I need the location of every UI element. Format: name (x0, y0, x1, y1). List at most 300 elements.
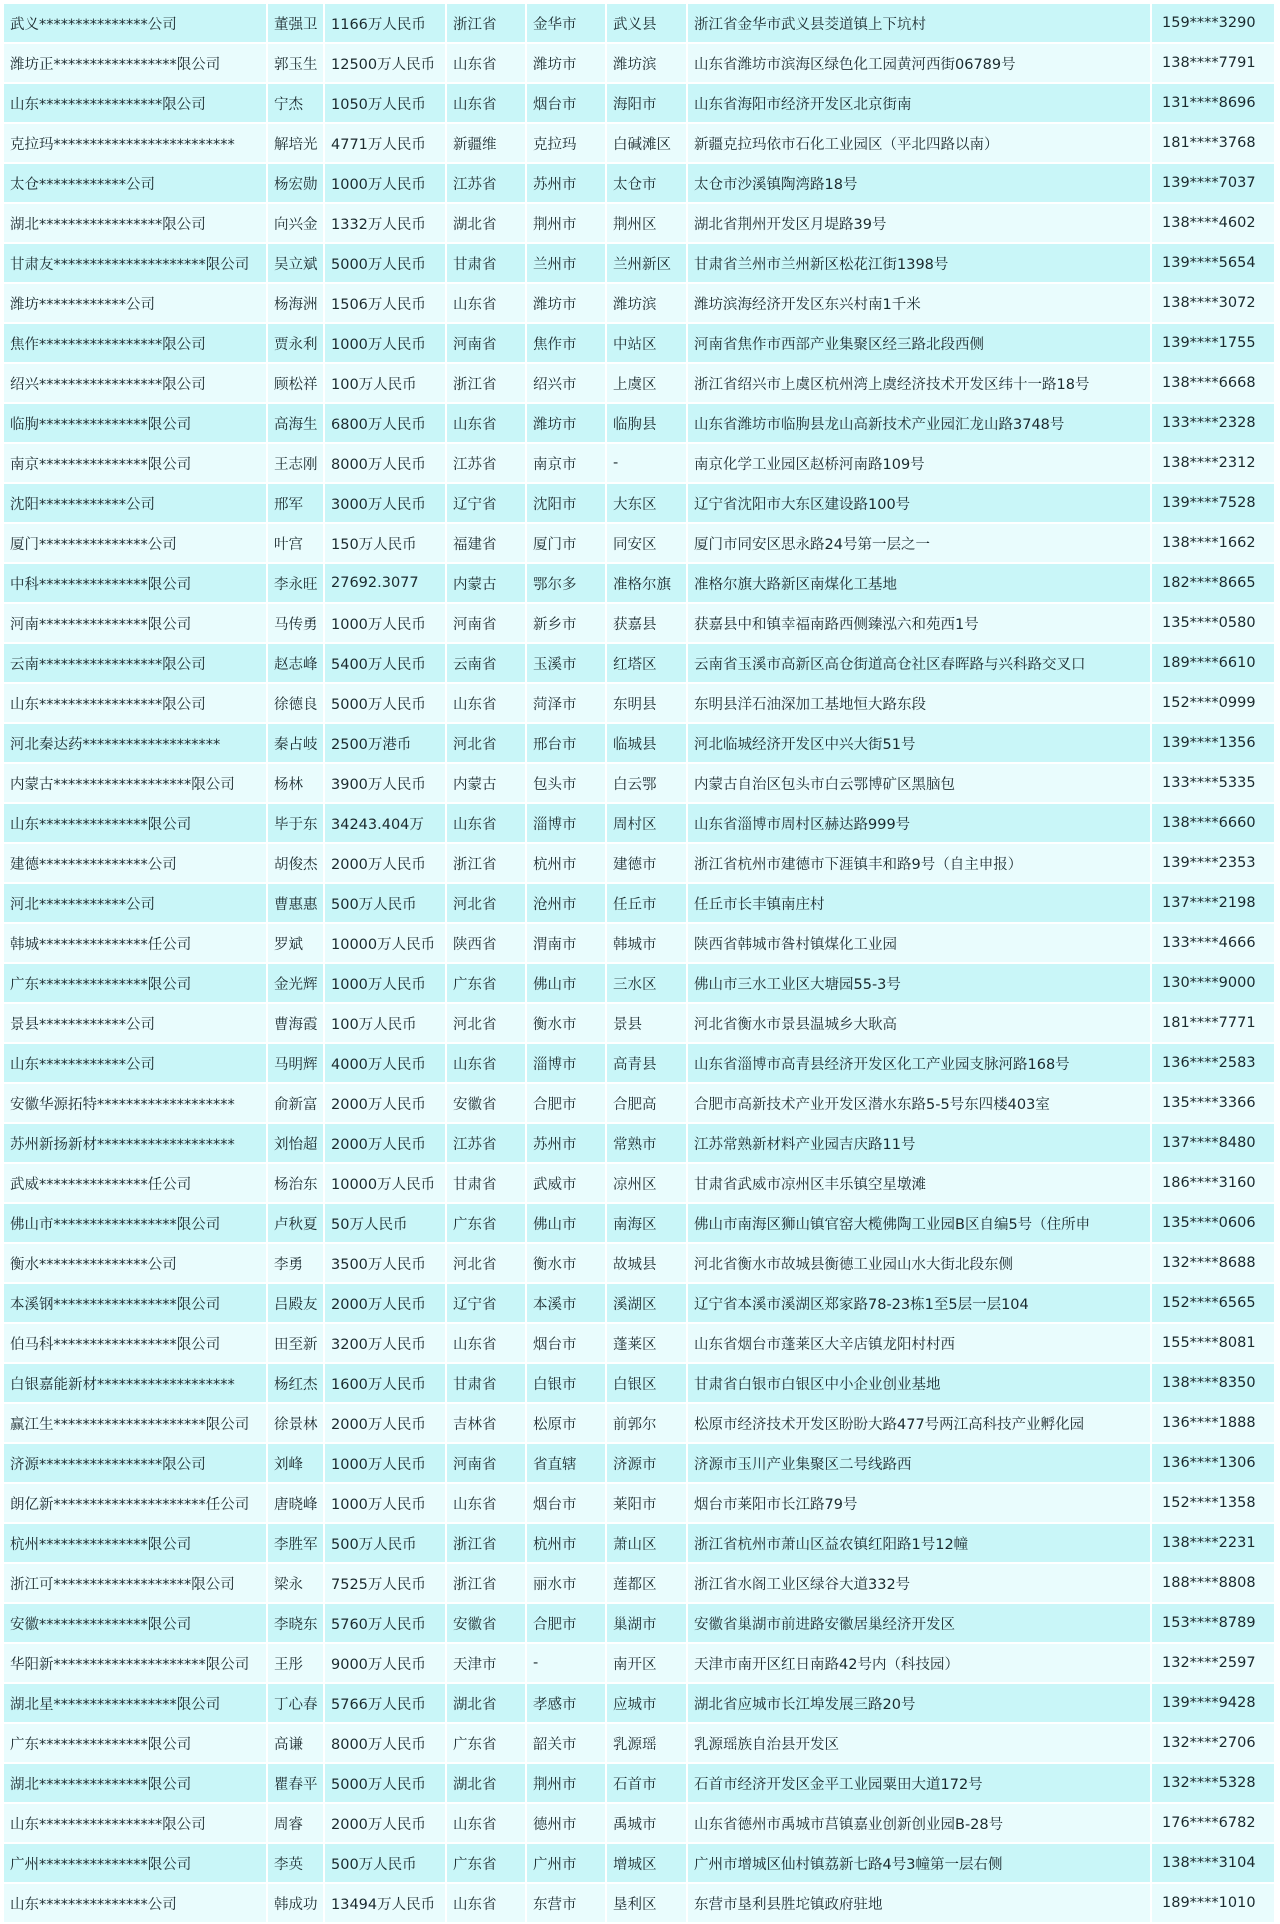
district-cell: 乳源瑶 (607, 1724, 688, 1764)
phone-cell: 138****6668 (1152, 364, 1276, 404)
province-cell: 浙江省 (447, 364, 527, 404)
province-cell: 吉林省 (447, 1404, 527, 1444)
address-cell: 河南省焦作市西部产业集聚区经三路北段西侧 (688, 324, 1152, 364)
city-cell: 苏州市 (527, 164, 607, 204)
company-name-cell: 广州***************限公司 (4, 1844, 268, 1884)
city-cell: 潍坊市 (527, 44, 607, 84)
phone-cell: 139****5654 (1152, 244, 1276, 284)
phone-cell: 152****0999 (1152, 684, 1276, 724)
province-cell: 安徽省 (447, 1604, 527, 1644)
address-cell: 河北省衡水市景县温城乡大耿高 (688, 1004, 1152, 1044)
address-cell: 准格尔旗大路新区南煤化工基地 (688, 564, 1152, 604)
province-cell: 浙江省 (447, 4, 527, 44)
district-cell: 白碱滩区 (607, 124, 688, 164)
city-cell: 渭南市 (527, 924, 607, 964)
legal-rep-cell: 杨红杰 (268, 1364, 325, 1404)
registered-capital-cell: 5000万人民币 (325, 244, 447, 284)
province-cell: 河北省 (447, 1004, 527, 1044)
company-name-cell: 云南*****************限公司 (4, 644, 268, 684)
legal-rep-cell: 杨林 (268, 764, 325, 804)
company-name-cell: 河南***************限公司 (4, 604, 268, 644)
company-name-cell: 佛山市*****************限公司 (4, 1204, 268, 1244)
legal-rep-cell: 杨治东 (268, 1164, 325, 1204)
table-row (4, 1484, 1276, 1524)
city-cell: 克拉玛 (527, 124, 607, 164)
phone-cell: 153****8789 (1152, 1604, 1276, 1644)
district-cell: 合肥高 (607, 1084, 688, 1124)
table-row (4, 1684, 1276, 1724)
legal-rep-cell: 李勇 (268, 1244, 325, 1284)
address-cell: 天津市南开区红日南路42号内（科技园） (688, 1644, 1152, 1684)
table-row (4, 1764, 1276, 1804)
city-cell: 荆州市 (527, 204, 607, 244)
company-name-cell: 湖北星*****************限公司 (4, 1684, 268, 1724)
phone-cell: 132****5328 (1152, 1764, 1276, 1804)
address-cell: 获嘉县中和镇幸福南路西侧臻泓六和苑西1号 (688, 604, 1152, 644)
district-cell: 潍坊滨 (607, 284, 688, 324)
company-name-cell: 伯马科*****************限公司 (4, 1324, 268, 1364)
address-cell: 山东省潍坊市滨海区绿色化工园黄河西街06789号 (688, 44, 1152, 84)
phone-cell: 139****1356 (1152, 724, 1276, 764)
phone-cell: 139****2353 (1152, 844, 1276, 884)
table-row (4, 1124, 1276, 1164)
phone-cell: 138****3072 (1152, 284, 1276, 324)
table-row (4, 884, 1276, 924)
phone-cell: 138****1662 (1152, 524, 1276, 564)
table-row (4, 1884, 1276, 1924)
district-cell: 垦利区 (607, 1884, 688, 1924)
address-cell: 山东省潍坊市临朐县龙山高新技术产业园汇龙山路3748号 (688, 404, 1152, 444)
company-name-cell: 潍坊正*****************限公司 (4, 44, 268, 84)
table-row (4, 1324, 1276, 1364)
phone-cell: 152****1358 (1152, 1484, 1276, 1524)
registered-capital-cell: 2000万人民币 (325, 1404, 447, 1444)
city-cell: 杭州市 (527, 844, 607, 884)
table-row (4, 124, 1276, 164)
phone-cell: 138****2231 (1152, 1524, 1276, 1564)
address-cell: 浙江省杭州市建德市下涯镇丰和路9号（自主申报） (688, 844, 1152, 884)
registered-capital-cell: 1166万人民币 (325, 4, 447, 44)
company-name-cell: 湖北***************限公司 (4, 1764, 268, 1804)
phone-cell: 159****3290 (1152, 4, 1276, 44)
city-cell: 烟台市 (527, 84, 607, 124)
district-cell: 南开区 (607, 1644, 688, 1684)
city-cell: 新乡市 (527, 604, 607, 644)
company-name-cell: 山东************公司 (4, 1044, 268, 1084)
city-cell: 荆州市 (527, 1764, 607, 1804)
table-row (4, 684, 1276, 724)
district-cell: 大东区 (607, 484, 688, 524)
company-name-cell: 绍兴*****************限公司 (4, 364, 268, 404)
district-cell: 白银区 (607, 1364, 688, 1404)
company-name-cell: 朗亿新*********************任公司 (4, 1484, 268, 1524)
registered-capital-cell: 10000万人民币 (325, 924, 447, 964)
phone-cell: 135****0580 (1152, 604, 1276, 644)
city-cell: 白银市 (527, 1364, 607, 1404)
company-name-cell: 韩城***************任公司 (4, 924, 268, 964)
legal-rep-cell: 赵志峰 (268, 644, 325, 684)
phone-cell: 181****3768 (1152, 124, 1276, 164)
phone-cell: 132****2706 (1152, 1724, 1276, 1764)
company-name-cell: 山东*****************限公司 (4, 684, 268, 724)
city-cell: 沈阳市 (527, 484, 607, 524)
phone-cell: 152****6565 (1152, 1284, 1276, 1324)
registered-capital-cell: 500万人民币 (325, 1524, 447, 1564)
address-cell: 浙江省杭州市萧山区益农镇红阳路1号12幢 (688, 1524, 1152, 1564)
province-cell: 河南省 (447, 1444, 527, 1484)
registered-capital-cell: 3500万人民币 (325, 1244, 447, 1284)
province-cell: 河南省 (447, 604, 527, 644)
registered-capital-cell: 1332万人民币 (325, 204, 447, 244)
company-name-cell: 济源*****************限公司 (4, 1444, 268, 1484)
registered-capital-cell: 1050万人民币 (325, 84, 447, 124)
province-cell: 广东省 (447, 964, 527, 1004)
address-cell: 浙江省绍兴市上虞区杭州湾上虞经济技术开发区纬十一路18号 (688, 364, 1152, 404)
province-cell: 河北省 (447, 1244, 527, 1284)
city-cell: 丽水市 (527, 1564, 607, 1604)
registered-capital-cell: 8000万人民币 (325, 1724, 447, 1764)
registered-capital-cell: 1000万人民币 (325, 964, 447, 1004)
address-cell: 石首市经济开发区金平工业园粟田大道172号 (688, 1764, 1152, 1804)
address-cell: 东营市垦利县胜坨镇政府驻地 (688, 1884, 1152, 1924)
table-row (4, 1804, 1276, 1844)
address-cell: 内蒙古自治区包头市白云鄂博矿区黑脑包 (688, 764, 1152, 804)
legal-rep-cell: 李英 (268, 1844, 325, 1884)
legal-rep-cell: 毕于东 (268, 804, 325, 844)
table-row (4, 4, 1276, 44)
city-cell: 淄博市 (527, 804, 607, 844)
city-cell: 鄂尔多 (527, 564, 607, 604)
city-cell: 南京市 (527, 444, 607, 484)
district-cell: 红塔区 (607, 644, 688, 684)
city-cell: 衡水市 (527, 1244, 607, 1284)
district-cell: 潍坊滨 (607, 44, 688, 84)
legal-rep-cell: 邢军 (268, 484, 325, 524)
company-name-cell: 赢江生*********************限公司 (4, 1404, 268, 1444)
address-cell: 江苏常熟新材料产业园吉庆路11号 (688, 1124, 1152, 1164)
registered-capital-cell: 5766万人民币 (325, 1684, 447, 1724)
table-row (4, 84, 1276, 124)
registered-capital-cell: 1600万人民币 (325, 1364, 447, 1404)
district-cell: 故城县 (607, 1244, 688, 1284)
city-cell: 杭州市 (527, 1524, 607, 1564)
address-cell: 佛山市南海区狮山镇官窑大榄佛陶工业园B区自编5号（住所申 (688, 1204, 1152, 1244)
province-cell: 河北省 (447, 884, 527, 924)
company-name-cell: 沈阳************公司 (4, 484, 268, 524)
table-row (4, 484, 1276, 524)
district-cell: 任丘市 (607, 884, 688, 924)
city-cell: 佛山市 (527, 1204, 607, 1244)
phone-cell: 139****7037 (1152, 164, 1276, 204)
address-cell: 松原市经济技术开发区盼盼大路477号两江高科技产业孵化园 (688, 1404, 1152, 1444)
company-table (4, 4, 1276, 1924)
province-cell: 浙江省 (447, 844, 527, 884)
legal-rep-cell: 吕殿友 (268, 1284, 325, 1324)
phone-cell: 133****4666 (1152, 924, 1276, 964)
phone-cell: 133****5335 (1152, 764, 1276, 804)
phone-cell: 132****2597 (1152, 1644, 1276, 1684)
company-name-cell: 潍坊************公司 (4, 284, 268, 324)
city-cell: 佛山市 (527, 964, 607, 1004)
city-cell: - (527, 1644, 607, 1684)
phone-cell: 136****1306 (1152, 1444, 1276, 1484)
company-name-cell: 苏州新扬新材******************* (4, 1124, 268, 1164)
company-name-cell: 河北秦达药******************* (4, 724, 268, 764)
district-cell: 上虞区 (607, 364, 688, 404)
registered-capital-cell: 4771万人民币 (325, 124, 447, 164)
address-cell: 山东省淄博市高青县经济开发区化工产业园支脉河路168号 (688, 1044, 1152, 1084)
phone-cell: 155****8081 (1152, 1324, 1276, 1364)
province-cell: 新疆维 (447, 124, 527, 164)
district-cell: 白云鄂 (607, 764, 688, 804)
district-cell: 增城区 (607, 1844, 688, 1884)
legal-rep-cell: 丁心春 (268, 1684, 325, 1724)
address-cell: 河北省衡水市故城县衡德工业园山水大街北段东侧 (688, 1244, 1152, 1284)
province-cell: 山东省 (447, 1484, 527, 1524)
district-cell: 高青县 (607, 1044, 688, 1084)
company-name-cell: 白银嘉能新材******************* (4, 1364, 268, 1404)
city-cell: 焦作市 (527, 324, 607, 364)
legal-rep-cell: 李胜军 (268, 1524, 325, 1564)
address-cell: 浙江省水阁工业区绿谷大道332号 (688, 1564, 1152, 1604)
registered-capital-cell: 2000万人民币 (325, 1124, 447, 1164)
registered-capital-cell: 1506万人民币 (325, 284, 447, 324)
phone-cell: 189****1010 (1152, 1884, 1276, 1924)
phone-cell: 176****6782 (1152, 1804, 1276, 1844)
address-cell: 新疆克拉玛依市石化工业园区（平北四路以南） (688, 124, 1152, 164)
table-row (4, 1364, 1276, 1404)
table-row (4, 604, 1276, 644)
district-cell: 海阳市 (607, 84, 688, 124)
legal-rep-cell: 杨宏勋 (268, 164, 325, 204)
phone-cell: 138****6660 (1152, 804, 1276, 844)
district-cell: 建德市 (607, 844, 688, 884)
table-row (4, 324, 1276, 364)
registered-capital-cell: 1000万人民币 (325, 1444, 447, 1484)
table-row (4, 44, 1276, 84)
company-name-cell: 广东***************限公司 (4, 964, 268, 1004)
province-cell: 安徽省 (447, 1084, 527, 1124)
address-cell: 山东省德州市禹城市莒镇嘉业创新创业园B-28号 (688, 1804, 1152, 1844)
table-row (4, 644, 1276, 684)
district-cell: 准格尔旗 (607, 564, 688, 604)
table-row (4, 364, 1276, 404)
phone-cell: 131****8696 (1152, 84, 1276, 124)
phone-cell: 139****1755 (1152, 324, 1276, 364)
phone-cell: 138****4602 (1152, 204, 1276, 244)
company-name-cell: 太仓************公司 (4, 164, 268, 204)
province-cell: 浙江省 (447, 1564, 527, 1604)
address-cell: 潍坊滨海经济开发区东兴村南1千米 (688, 284, 1152, 324)
table-body (4, 4, 1276, 1924)
address-cell: 山东省海阳市经济开发区北京街南 (688, 84, 1152, 124)
company-name-cell: 武威***************任公司 (4, 1164, 268, 1204)
registered-capital-cell: 5000万人民币 (325, 684, 447, 724)
district-cell: 韩城市 (607, 924, 688, 964)
address-cell: 东明县洋石油深加工基地恒大路东段 (688, 684, 1152, 724)
province-cell: 浙江省 (447, 1524, 527, 1564)
city-cell: 玉溪市 (527, 644, 607, 684)
company-name-cell: 山东*****************限公司 (4, 1804, 268, 1844)
company-name-cell: 山东*****************限公司 (4, 84, 268, 124)
table-row (4, 764, 1276, 804)
legal-rep-cell: 徐德良 (268, 684, 325, 724)
district-cell: 武义县 (607, 4, 688, 44)
district-cell: 前郭尔 (607, 1404, 688, 1444)
registered-capital-cell: 1000万人民币 (325, 164, 447, 204)
legal-rep-cell: 刘怡超 (268, 1124, 325, 1164)
registered-capital-cell: 5400万人民币 (325, 644, 447, 684)
phone-cell: 138****8350 (1152, 1364, 1276, 1404)
registered-capital-cell: 2000万人民币 (325, 844, 447, 884)
province-cell: 甘肃省 (447, 1164, 527, 1204)
table-row (4, 1524, 1276, 1564)
table-row (4, 524, 1276, 564)
company-name-cell: 临朐***************限公司 (4, 404, 268, 444)
address-cell: 甘肃省武威市凉州区丰乐镇空星墩滩 (688, 1164, 1152, 1204)
district-cell: 莲都区 (607, 1564, 688, 1604)
company-name-cell: 浙江可*******************限公司 (4, 1564, 268, 1604)
registered-capital-cell: 2000万人民币 (325, 1804, 447, 1844)
address-cell: 安徽省巢湖市前进路安徽居巢经济开发区 (688, 1604, 1152, 1644)
phone-cell: 132****8688 (1152, 1244, 1276, 1284)
legal-rep-cell: 王彤 (268, 1644, 325, 1684)
table-row (4, 1844, 1276, 1884)
city-cell: 厦门市 (527, 524, 607, 564)
registered-capital-cell: 3200万人民币 (325, 1324, 447, 1364)
legal-rep-cell: 秦占岐 (268, 724, 325, 764)
legal-rep-cell: 李晓东 (268, 1604, 325, 1644)
city-cell: 省直辖 (527, 1444, 607, 1484)
company-name-cell: 广东***************限公司 (4, 1724, 268, 1764)
phone-cell: 137****8480 (1152, 1124, 1276, 1164)
city-cell: 衡水市 (527, 1004, 607, 1044)
table-row (4, 444, 1276, 484)
address-cell: 辽宁省沈阳市大东区建设路100号 (688, 484, 1152, 524)
phone-cell: 138****2312 (1152, 444, 1276, 484)
legal-rep-cell: 马明辉 (268, 1044, 325, 1084)
address-cell: 太仓市沙溪镇陶湾路18号 (688, 164, 1152, 204)
city-cell: 广州市 (527, 1844, 607, 1884)
legal-rep-cell: 卢秋夏 (268, 1204, 325, 1244)
city-cell: 绍兴市 (527, 364, 607, 404)
district-cell: 临朐县 (607, 404, 688, 444)
province-cell: 河北省 (447, 724, 527, 764)
address-cell: 山东省烟台市蓬莱区大辛店镇龙阳村村西 (688, 1324, 1152, 1364)
registered-capital-cell: 100万人民币 (325, 1004, 447, 1044)
district-cell: 周村区 (607, 804, 688, 844)
city-cell: 邢台市 (527, 724, 607, 764)
province-cell: 江苏省 (447, 444, 527, 484)
district-cell: 中站区 (607, 324, 688, 364)
city-cell: 菏泽市 (527, 684, 607, 724)
legal-rep-cell: 叶宫 (268, 524, 325, 564)
table-row (4, 1564, 1276, 1604)
legal-rep-cell: 吴立斌 (268, 244, 325, 284)
table-row (4, 1644, 1276, 1684)
legal-rep-cell: 金光辉 (268, 964, 325, 1004)
company-name-cell: 山东***************限公司 (4, 804, 268, 844)
city-cell: 合肥市 (527, 1084, 607, 1124)
legal-rep-cell: 杨海洲 (268, 284, 325, 324)
company-name-cell: 克拉玛************************* (4, 124, 268, 164)
company-name-cell: 衡水***************公司 (4, 1244, 268, 1284)
legal-rep-cell: 马传勇 (268, 604, 325, 644)
company-name-cell: 景县************公司 (4, 1004, 268, 1044)
phone-cell: 182****8665 (1152, 564, 1276, 604)
phone-cell: 138****3104 (1152, 1844, 1276, 1884)
company-name-cell: 甘肃友*********************限公司 (4, 244, 268, 284)
legal-rep-cell: 贾永利 (268, 324, 325, 364)
registered-capital-cell: 13494万人民币 (325, 1884, 447, 1924)
province-cell: 山东省 (447, 684, 527, 724)
district-cell: 南海区 (607, 1204, 688, 1244)
registered-capital-cell: 7525万人民币 (325, 1564, 447, 1604)
province-cell: 陕西省 (447, 924, 527, 964)
company-name-cell: 建德***************公司 (4, 844, 268, 884)
legal-rep-cell: 田至新 (268, 1324, 325, 1364)
table-row (4, 564, 1276, 604)
province-cell: 江苏省 (447, 164, 527, 204)
legal-rep-cell: 董强卫 (268, 4, 325, 44)
district-cell: 兰州新区 (607, 244, 688, 284)
province-cell: 江苏省 (447, 1124, 527, 1164)
legal-rep-cell: 梁永 (268, 1564, 325, 1604)
city-cell: 烟台市 (527, 1484, 607, 1524)
legal-rep-cell: 郭玉生 (268, 44, 325, 84)
company-name-cell: 安徽***************限公司 (4, 1604, 268, 1644)
city-cell: 烟台市 (527, 1324, 607, 1364)
city-cell: 本溪市 (527, 1284, 607, 1324)
province-cell: 福建省 (447, 524, 527, 564)
table-row (4, 1204, 1276, 1244)
city-cell: 孝感市 (527, 1684, 607, 1724)
city-cell: 淄博市 (527, 1044, 607, 1084)
phone-cell: 135****0606 (1152, 1204, 1276, 1244)
legal-rep-cell: 罗斌 (268, 924, 325, 964)
table-row (4, 1044, 1276, 1084)
address-cell: 浙江省金华市武义县茭道镇上下坑村 (688, 4, 1152, 44)
province-cell: 湖北省 (447, 1684, 527, 1724)
district-cell: 济源市 (607, 1444, 688, 1484)
address-cell: 乳源瑶族自治县开发区 (688, 1724, 1152, 1764)
address-cell: 甘肃省白银市白银区中小企业创业基地 (688, 1364, 1152, 1404)
company-name-cell: 中科***************限公司 (4, 564, 268, 604)
company-name-cell: 杭州***************限公司 (4, 1524, 268, 1564)
address-cell: 湖北省荆州开发区月堤路39号 (688, 204, 1152, 244)
city-cell: 东营市 (527, 1884, 607, 1924)
table-row (4, 1444, 1276, 1484)
legal-rep-cell: 曹海霞 (268, 1004, 325, 1044)
province-cell: 山东省 (447, 84, 527, 124)
phone-cell: 189****6610 (1152, 644, 1276, 684)
phone-cell: 137****2198 (1152, 884, 1276, 924)
company-name-cell: 河北************公司 (4, 884, 268, 924)
registered-capital-cell: 1000万人民币 (325, 1484, 447, 1524)
district-cell: 莱阳市 (607, 1484, 688, 1524)
province-cell: 湖北省 (447, 204, 527, 244)
district-cell: 巢湖市 (607, 1604, 688, 1644)
legal-rep-cell: 胡俊杰 (268, 844, 325, 884)
district-cell: 应城市 (607, 1684, 688, 1724)
city-cell: 德州市 (527, 1804, 607, 1844)
city-cell: 沧州市 (527, 884, 607, 924)
company-name-cell: 安徽华源拓特******************* (4, 1084, 268, 1124)
province-cell: 山东省 (447, 1044, 527, 1084)
city-cell: 兰州市 (527, 244, 607, 284)
table-row (4, 724, 1276, 764)
city-cell: 武威市 (527, 1164, 607, 1204)
